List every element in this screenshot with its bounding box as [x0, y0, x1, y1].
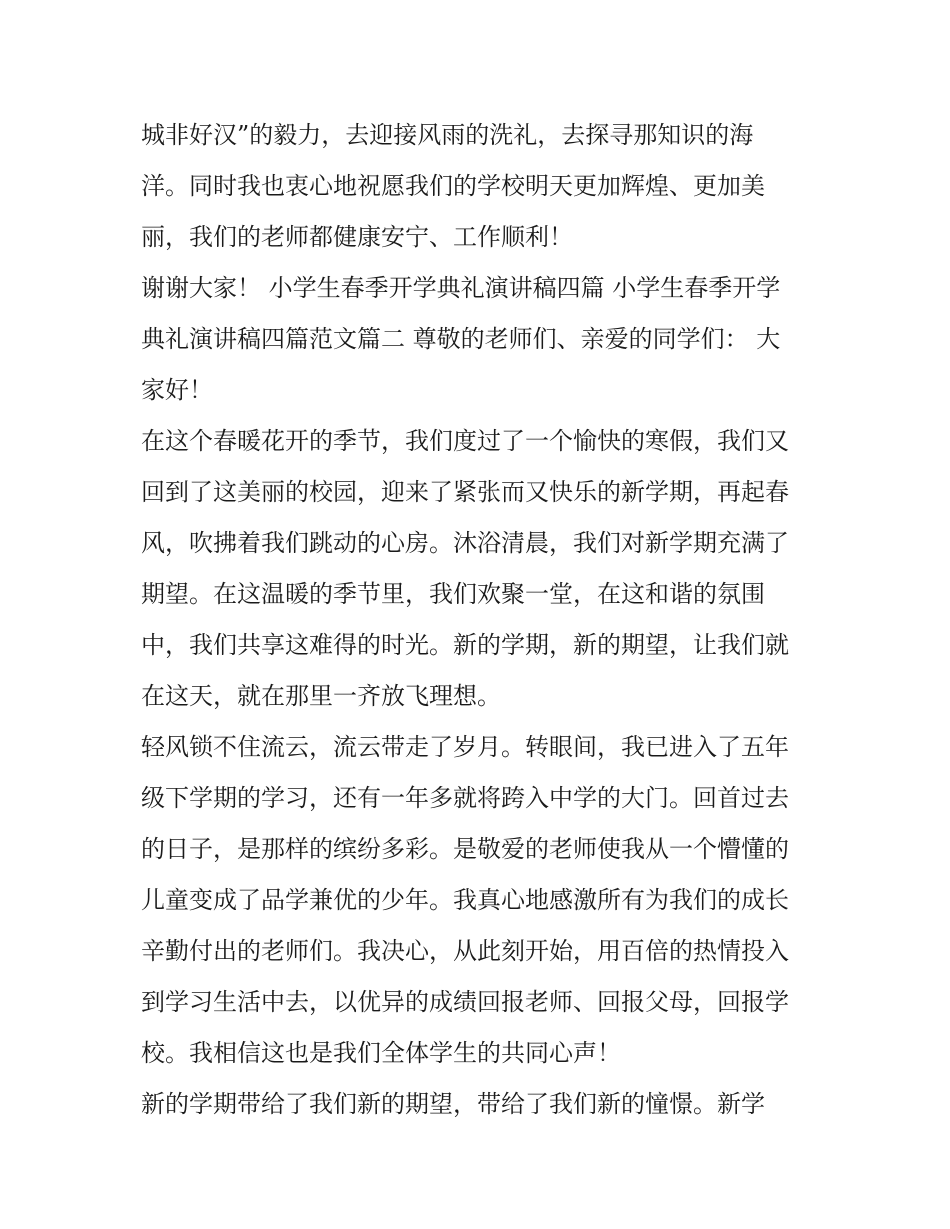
text-line: 级下学期的学习，还有一年多就将跨入中学的大门。回首过去 — [141, 784, 789, 812]
text-line: 校。我相信这也是我们全体学生的共同心声！ — [141, 1039, 621, 1067]
text-line: 洋。同时我也衷心地祝愿我们的学校明天更加辉煌、更加美 — [141, 172, 765, 200]
text-line: 谢谢大家！ 小学生春季开学典礼演讲稿四篇 小学生春季开学 — [141, 274, 781, 302]
text-line: 辛勤付出的老师们。我决心，从此刻开始，用百倍的热情投入 — [141, 937, 789, 965]
text-line: 的日子，是那样的缤纷多彩。是敬爱的老师使我从一个懵懂的 — [141, 835, 789, 863]
text-line: 丽，我们的老师都健康安宁、工作顺利！ — [141, 223, 573, 251]
text-line: 到学习生活中去，以优异的成绩回报老师、回报父母，回报学 — [141, 988, 789, 1016]
text-line: 城非好汉”的毅力，去迎接风雨的洗礼，去探寻那知识的海 — [141, 121, 754, 149]
text-line: 在这个春暖花开的季节，我们度过了一个愉快的寒假，我们又 — [141, 427, 789, 455]
text-line: 新的学期带给了我们新的期望，带给了我们新的憧憬。新学 — [141, 1090, 765, 1118]
text-line: 儿童变成了品学兼优的少年。我真心地感激所有为我们的成长 — [141, 886, 789, 914]
text-line: 典礼演讲稿四篇范文篇二 尊敬的老师们、亲爱的同学们： 大 — [141, 325, 781, 353]
text-line: 期望。在这温暖的季节里，我们欢聚一堂，在这和谐的氛围 — [141, 580, 765, 608]
text-line: 风，吹拂着我们跳动的心房。沐浴清晨，我们对新学期充满了 — [141, 529, 789, 557]
text-line: 中，我们共享这难得的时光。新的学期，新的期望，让我们就 — [141, 631, 789, 659]
speech-text-body — [141, 110, 821, 1130]
text-line: 回到了这美丽的校园，迎来了紧张而又快乐的新学期，再起春 — [141, 478, 789, 506]
text-line: 轻风锁不住流云，流云带走了岁月。转眼间，我已进入了五年 — [141, 733, 789, 761]
text-line: 家好！ — [141, 376, 213, 404]
text-line: 在这天，就在那里一齐放飞理想。 — [141, 682, 501, 710]
